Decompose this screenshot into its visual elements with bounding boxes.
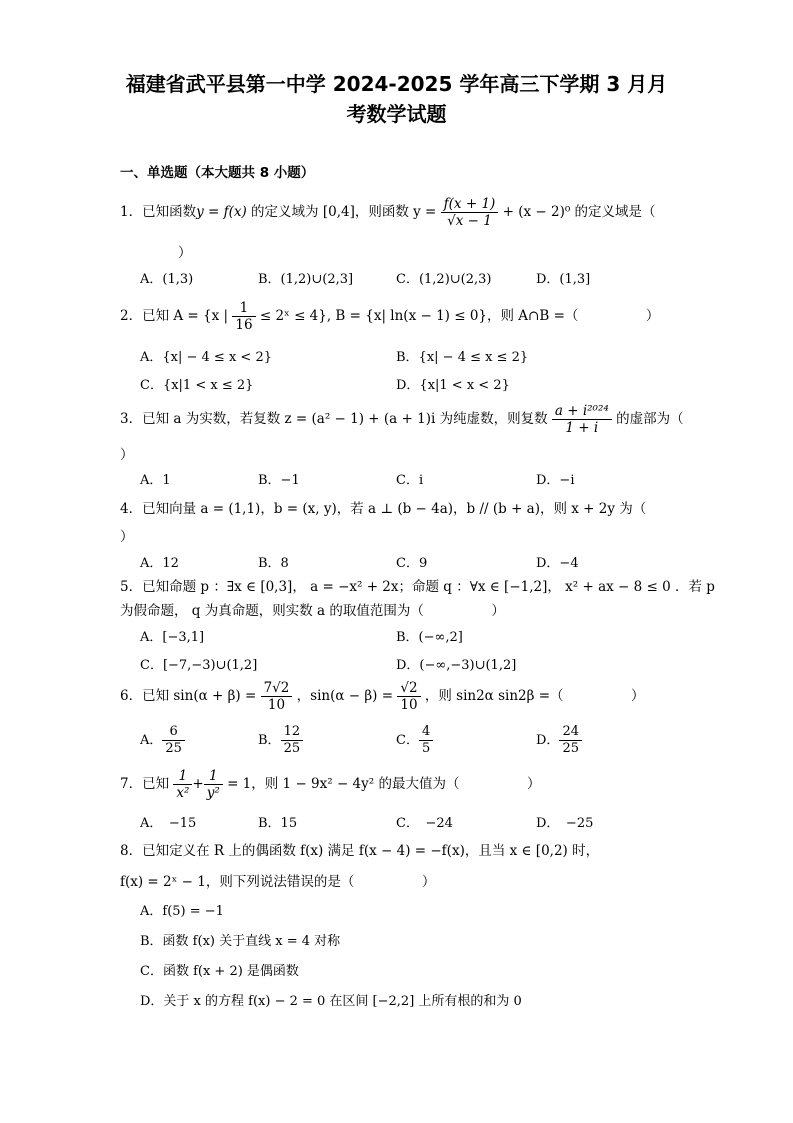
q2-option-c: C．{x|1 < x ≤ 2} — [140, 378, 254, 393]
q3-text-a: 3．已知 a 为实数，若复数 z = (a² − 1) + (a + 1)i 为纯虚数，则复数 — [120, 411, 548, 427]
q6-option-b-den: 25 — [283, 741, 301, 756]
q1-fraction — [441, 196, 499, 229]
q8-option-b: B．函数 f(x) 关于直线 x = 4 对称 — [140, 934, 341, 949]
q1-frac-den: √x − 1 — [447, 213, 492, 229]
q6-option-a — [140, 724, 185, 757]
q6-option-c-den: 5 — [421, 741, 431, 756]
question-2-stem — [120, 300, 659, 333]
q7-fraction-2 — [204, 768, 223, 801]
q1-option-d: D．(1,3] — [536, 272, 591, 287]
q6-option-a-num: 6 — [162, 724, 185, 741]
q1-frac-num: f(x + 1) — [441, 196, 499, 213]
q1-option-a: A．(1,3) — [140, 272, 194, 287]
q1-close-paren: ） — [178, 245, 192, 261]
q1-text-b: y = f(x) — [196, 204, 247, 220]
q6-option-d-den: 25 — [562, 741, 579, 756]
question-7-stem — [120, 768, 540, 801]
q6-option-d — [536, 724, 582, 757]
q6-option-c-label: C． — [396, 733, 419, 748]
question-8-stem: 8．已知定义在 R 上的偶函数 f(x) 满足 f(x − 4) = −f(x)，且当 x ∈ [0,2) 时， — [120, 843, 600, 859]
q4-option-d: D．−4 — [536, 556, 579, 571]
q5-option-a: A．[−3,1] — [140, 630, 205, 645]
q6-option-a-fraction — [162, 724, 185, 757]
question-1-stem — [120, 196, 656, 229]
q8-option-c: C．函数 f(x + 2) 是偶函数 — [140, 964, 299, 979]
q6-option-c — [396, 724, 433, 757]
q3-close-paren: ） — [120, 447, 134, 463]
section-heading: 一、单选题（本大题共 8 小题） — [120, 165, 315, 181]
q1-text-c: 的定义域为 [0,4]，则函数 y = — [246, 204, 437, 220]
q8-option-d: D．关于 x 的方程 f(x) − 2 = 0 在区间 [−2,2] 上所有根的和为 0 — [140, 994, 522, 1009]
q1-text-a: 1．已知函数 — [120, 204, 197, 220]
q6-fraction-2 — [397, 680, 420, 713]
title-line-2: 考数学试题 — [346, 102, 447, 126]
q6-option-a-label: A． — [140, 733, 163, 748]
q7-frac1-den: x² — [176, 785, 190, 801]
q3-text-b: 的虚部为（ — [616, 411, 684, 427]
q7-frac2-den: y² — [206, 785, 220, 801]
q6-frac2-num: √2 — [397, 680, 420, 697]
q3-fraction — [552, 403, 612, 436]
question-8-stem-cont: f(x) = 2ˣ − 1，则下列说法错误的是（ ） — [120, 874, 436, 890]
question-6-stem — [120, 680, 645, 713]
q6-frac1-num: 7√2 — [261, 680, 293, 697]
q3-option-d: D．−i — [536, 473, 575, 488]
q7-text-a: 7．已知 — [120, 776, 170, 792]
q7-frac2-num: 1 — [204, 768, 223, 785]
q7-frac1-num: 1 — [173, 768, 192, 785]
q3-option-c: C．i — [396, 473, 424, 488]
q7-option-c: C． −24 — [396, 816, 453, 831]
q7-text-b: = 1，则 1 − 9x² − 4y² 的最大值为（ ） — [227, 776, 541, 792]
q6-text-b: ，sin(α − β) = — [296, 688, 394, 704]
q1-text-d: + (x − 2)⁰ 的定义域是（ — [502, 204, 656, 220]
q6-text-a: 6．已知 sin(α + β) = — [120, 688, 257, 704]
q4-option-b: B．8 — [258, 556, 289, 571]
q5-option-b: B．(−∞,2] — [396, 630, 463, 645]
q6-frac2-den: 10 — [400, 697, 418, 713]
q3-option-a: A．1 — [140, 473, 171, 488]
q2-option-a: A．{x| − 4 ≤ x < 2} — [140, 350, 272, 365]
q4-close-paren: ） — [120, 529, 134, 545]
q2-option-d: D．{x|1 < x < 2} — [396, 378, 510, 393]
q2-text-b: ≤ 2ˣ ≤ 4}, B = {x| ln(x − 1) ≤ 0}，则 A∩B =（ ） — [259, 308, 660, 324]
q6-option-b — [258, 724, 303, 757]
title-line-1: 福建省武平县第一中学 2024-2025 学年高三下学期 3 月月 — [125, 72, 668, 96]
q3-frac-den: 1 + i — [565, 420, 599, 436]
q6-text-c: ，则 sin2α sin2β =（ ） — [424, 688, 645, 704]
q6-option-b-fraction — [281, 724, 304, 757]
q6-frac1-den: 10 — [267, 697, 286, 713]
q2-frac-den: 16 — [235, 317, 253, 333]
q2-text-a: 2．已知 A = {x | — [120, 308, 229, 324]
q5-option-c: C．[−7,−3)∪(1,2] — [140, 658, 258, 673]
q2-frac-num: 1 — [232, 300, 255, 317]
q5-option-d: D．(−∞,−3)∪(1,2] — [396, 658, 517, 673]
q7-option-a: A． −15 — [140, 816, 197, 831]
q6-option-d-fraction — [559, 724, 582, 757]
q4-option-c: C．9 — [396, 556, 428, 571]
q1-option-b: B．(1,2)∪(2,3] — [258, 272, 354, 287]
q2-option-b: B．{x| − 4 ≤ x ≤ 2} — [396, 350, 529, 365]
q7-plus: + — [192, 776, 204, 792]
q6-fraction-1 — [261, 680, 293, 713]
q1-option-c: C．(1,2)∪(2,3) — [396, 272, 492, 287]
q6-option-b-num: 12 — [281, 724, 304, 741]
q3-option-b: B．−1 — [258, 473, 300, 488]
q7-fraction-1 — [173, 768, 192, 801]
question-5-stem: 5．已知命题 p ：∃x ∈ [0,3]， a = −x² + 2x；命题 q ：∀x ∈ [−1,2]， x² + ax − 8 ≤ 0 ．若 p — [120, 579, 715, 595]
question-3-stem — [120, 403, 684, 436]
q3-frac-num: a + i²⁰²⁴ — [552, 403, 612, 420]
q6-option-d-num: 24 — [559, 724, 582, 741]
q4-option-a: A．12 — [140, 556, 179, 571]
q7-option-b: B．15 — [258, 816, 298, 831]
q6-option-c-num: 4 — [419, 724, 433, 741]
q6-option-c-fraction — [419, 724, 433, 757]
q2-fraction — [232, 300, 255, 333]
q7-option-d: D． −25 — [536, 816, 594, 831]
question-4-stem: 4．已知向量 a = (1,1)，b = (x, y)，若 a ⊥ (b − 4a)，b // (b + a)，则 x + 2y 为（ — [120, 501, 647, 517]
q6-option-b-label: B． — [258, 733, 281, 748]
q6-option-a-den: 25 — [165, 741, 182, 756]
q6-option-d-label: D． — [536, 733, 560, 748]
question-5-stem-cont: 为假命题， q 为真命题，则实数 a 的取值范围为（ ） — [120, 603, 505, 619]
q8-option-a: A．f(5) = −1 — [140, 904, 224, 919]
